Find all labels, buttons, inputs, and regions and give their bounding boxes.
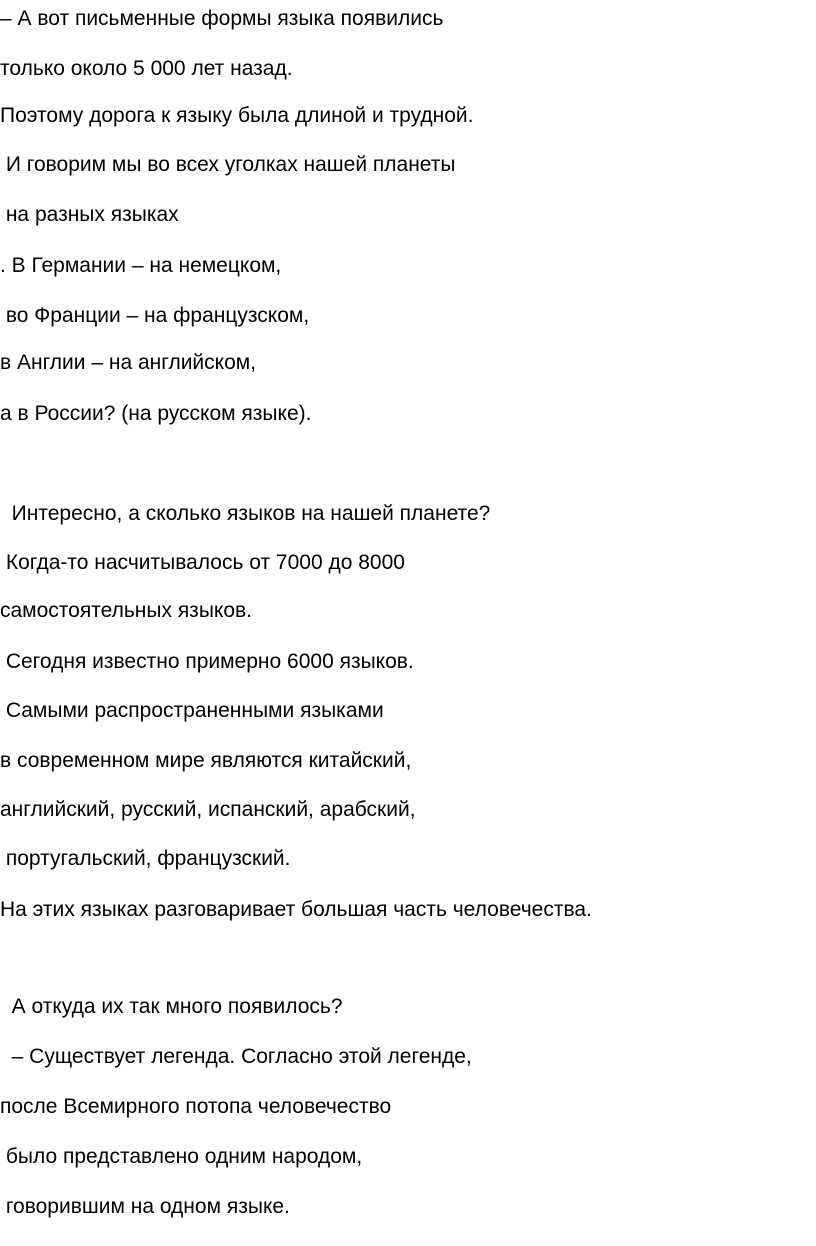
text-line-23: говорившим на одном языке.	[0, 1195, 290, 1218]
text-line-22: было представлено одним народом,	[0, 1145, 363, 1168]
text-line-9: а в России? (на русском языке).	[0, 402, 312, 425]
text-line-2: только около 5 000 лет назад.	[0, 57, 293, 80]
text-line-14: Самыми распространенными языками	[0, 699, 384, 722]
text-line-6: . В Германии – на немецком,	[0, 254, 282, 277]
text-line-13: Сегодня известно примерно 6000 языков.	[0, 650, 414, 673]
text-line-3: Поэтому дорога к языку была длиной и трудной.	[0, 104, 474, 127]
text-line-11: Когда-то насчитывалось от 7000 до 8000	[0, 551, 405, 574]
text-line-8: в Англии – на английском,	[0, 351, 257, 374]
text-line-19: А откуда их так много появилось?	[0, 995, 343, 1018]
text-line-10: Интересно, а сколько языков на нашей планете?	[0, 502, 491, 525]
text-line-21: после Всемирного потопа человечество	[0, 1095, 392, 1118]
text-line-18: На этих языках разговаривает большая часть человечества.	[0, 898, 592, 921]
text-line-1: – А вот письменные формы языка появились	[0, 7, 444, 30]
text-line-5: на разных языках	[0, 203, 179, 226]
text-line-17: португальский, французский.	[0, 847, 291, 870]
text-line-20: – Существует легенда. Согласно этой легенде,	[0, 1045, 472, 1068]
text-line-7: во Франции – на французском,	[0, 304, 310, 327]
text-line-15: в современном мире являются китайский,	[0, 749, 412, 772]
text-line-16: английский, русский, испанский, арабский,	[0, 798, 416, 821]
text-line-4: И говорим мы во всех уголках нашей планеты	[0, 153, 456, 176]
text-line-12: самостоятельных языков.	[0, 599, 252, 622]
